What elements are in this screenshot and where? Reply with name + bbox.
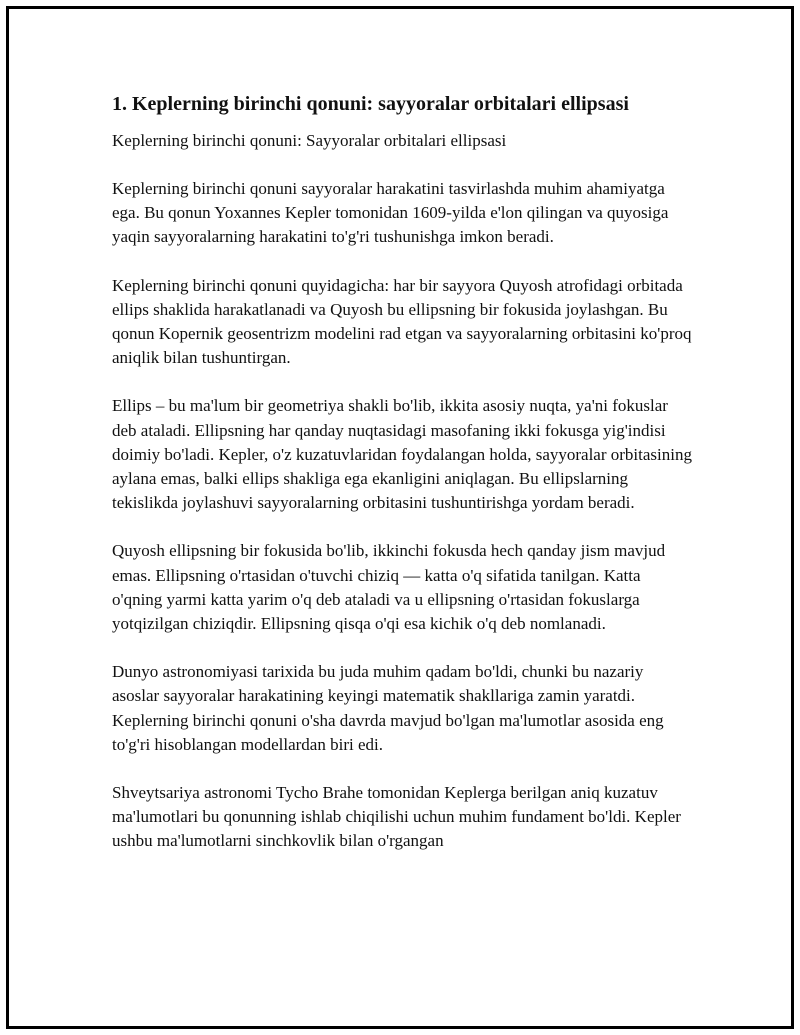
document-title: 1. Keplerning birinchi qonuni: sayyoralar orbitalari ellipsasi [112, 93, 629, 115]
document-body [112, 90, 692, 878]
paragraph-2: Keplerning birinchi qonuni quyidagicha: har bir sayyora Quyosh atrofidagi orbitada ellips shaklida harakatlanadi va Quyosh bu ellipsning bir fokusida joylashgan. Bu qonun Kopernik geosentrizm modelini rad etgan va sayyoralarning orbitasini ko'proq aniqlik bilan tushuntirgan. [112, 275, 692, 368]
document-subtitle: Keplerning birinchi qonuni: Sayyoralar orbitalari ellipsasi [112, 131, 507, 150]
paragraph-6: Shveytsariya astronomi Tycho Brahe tomonidan Keplerga berilgan aniq kuzatuv ma'lumotlari bu qonunning ishlab chiqilishi uchun muhim fundament bo'ldi. Kepler ushbu ma'lumotlarni sinchkovlik bilan o'rgangan [112, 783, 681, 851]
paragraph-4: Quyosh ellipsning bir fokusida bo'lib, ikkinchi fokusda hech qanday jism mavjud emas. Ellipsning o'rtasidan o'tuvchi chiziq — katta o'q sifatida tanilgan. Katta o'qning yarmi katta yarim o'q deb ataladi va u ellipsning o'rtasidan fokuslarga yotqizilgan chiziqdir. Ellipsning qisqa o'qi esa kichik o'q deb nomlanadi. [112, 541, 666, 634]
paragraph-1: Keplerning birinchi qonuni sayyoralar harakatini tasvirlashda muhim ahamiyatga ega. Bu qonun Yoxannes Kepler tomonidan 1609-yilda e'lon qilingan va quyosiga yaqin sayyoralarning harakatini to'g'ri tushunishga imkon beradi. [112, 179, 669, 247]
paragraph-5: Dunyo astronomiyasi tarixida bu juda muhim qadam bo'ldi, chunki bu nazariy asoslar sayyoralar harakatining keyingi matematik shakllariga zamin yaratdi. Keplerning birinchi qonuni o'sha davrda mavjud bo'lgan ma'lumotlar asosida eng to'g'ri hisoblangan modellardan biri edi. [112, 662, 664, 754]
paragraph-3: Ellips – bu ma'lum bir geometriya shakli bo'lib, ikkita asosiy nuqta, ya'ni fokuslar deb ataladi. Ellipsning har qanday nuqtasidagi masofaning ikki fokusga yig'indisi doimiy bo'ladi. Kepler, o'z kuzatuvlaridan foydalangan holda, sayyoralar orbitasining aylana emas, balki ellips shakliga ega ekanligini aniqlagan. Bu ellipslarning tekislikda joylashuvi sayyoralarning orbitasini tushuntirishga yordam beradi. [112, 396, 692, 513]
